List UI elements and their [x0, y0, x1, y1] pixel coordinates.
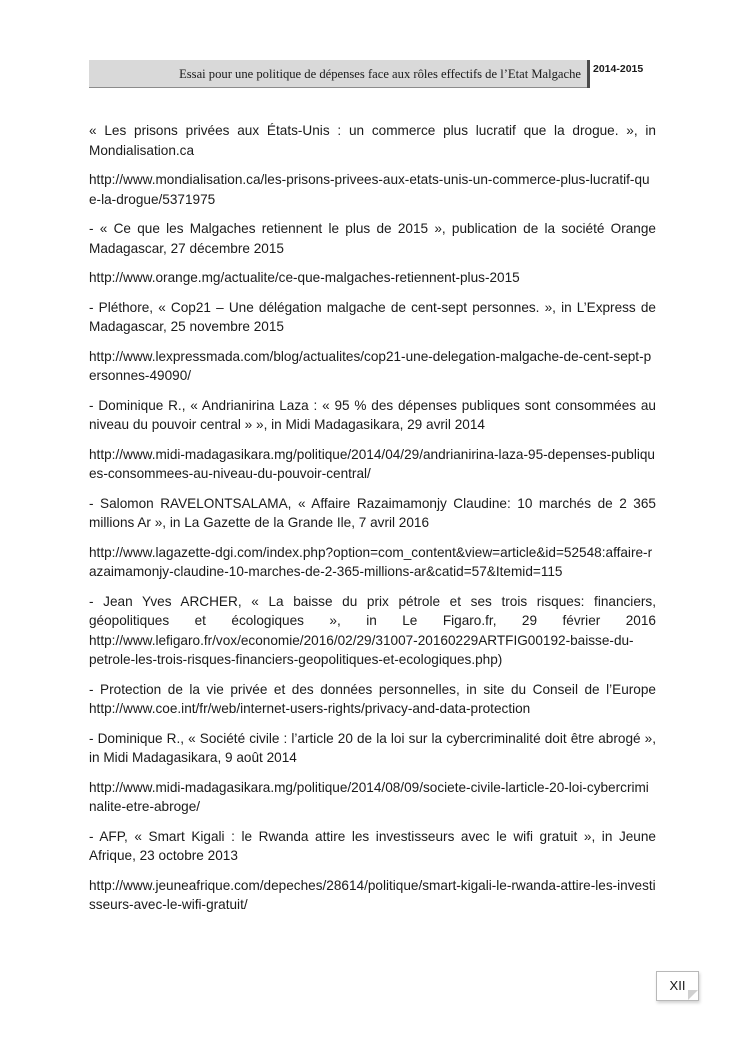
- reference-url[interactable]: http://www.jeuneafrique.com/depeches/28614/politique/smart-kigali-le-rwanda-attire-les-investisseurs-avec-le-wifi-gratuit/: [89, 877, 656, 912]
- reference-entry: - AFP, « Smart Kigali : le Rwanda attire les investisseurs avec le wifi gratuit », in Jeune Afrique, 23 octobre 2013: [89, 828, 656, 863]
- reference-entry: - Dominique R., « Société civile : l’article 20 de la loi sur la cybercriminalité doit être abrogé », in Midi Madagasikara, 9 août 2014: [89, 730, 656, 765]
- header-title: Essai pour une politique de dépenses face aux rôles effectifs de l’Etat Malgache: [89, 60, 587, 88]
- reference-entry: - Dominique R., « Andrianirina Laza : « 95 % des dépenses publiques sont consommées au niveau du pouvoir central » », in Midi Madagasikara, 29 avril 2014: [89, 397, 656, 432]
- reference-url[interactable]: http://www.lexpressmada.com/blog/actualites/cop21-une-delegation-malgache-de-cent-sept-personnes-49090/: [89, 348, 652, 383]
- page-header: [89, 60, 656, 90]
- reference-entry: « Les prisons privées aux États-Unis : un commerce plus lucratif que la drogue. », in Mondialisation.ca: [89, 123, 656, 158]
- page-number: XII: [656, 971, 699, 1001]
- reference-entry: - Salomon RAVELONTSALAMA, « Affaire Razaimamonjy Claudine: 10 marchés de 2 365 millions Ar », in La Gazette de la Grande Ile, 7 avril 2016: [89, 495, 656, 530]
- reference-entry: - Protection de la vie privée et des données personnelles, in site du Conseil de l’Europe http://www.coe.int/fr/web/internet-users-rights/privacy-and-data-protection: [89, 681, 656, 716]
- header-year: 2014-2015: [593, 63, 644, 75]
- reference-entry: - Jean Yves ARCHER, « La baisse du prix pétrole et ses trois risques: financiers, géopolitiques et écologiques », in Le Figaro.fr, 29 février 2016 http://www.lefigaro.fr/vox/economie/2016/02/29/31007-20160229ARTFIG00192-baisse-du-petrole-les-trois-risques-financiers-geopolitiques-et-ecologiques.php): [89, 593, 656, 667]
- reference-url[interactable]: http://www.lagazette-dgi.com/index.php?option=com_content&view=article&id=52548:affaire-razaimamonjy-claudine-10-marches-de-2-365-millions-ar&catid=57&Itemid=115: [89, 544, 653, 579]
- reference-url[interactable]: http://www.mondialisation.ca/les-prisons-privees-aux-etats-unis-un-commerce-plus-lucratif-que-la-drogue/5371975: [89, 172, 650, 207]
- references-list: [89, 121, 656, 925]
- header-separator: [587, 60, 590, 88]
- reference-entry: - Pléthore, « Cop21 – Une délégation malgache de cent-sept personnes. », in L’Express de Madagascar, 25 novembre 2015: [89, 299, 656, 334]
- page-corner-fold: [688, 990, 698, 1000]
- reference-url[interactable]: http://www.midi-madagasikara.mg/politique/2014/08/09/societe-civile-larticle-20-loi-cybercriminalite-etre-abroge/: [89, 779, 649, 814]
- reference-url[interactable]: http://www.midi-madagasikara.mg/politique/2014/04/29/andrianirina-laza-95-depenses-publiques-consommees-au-niveau-du-pouvoir-central/: [89, 446, 655, 481]
- reference-entry: - « Ce que les Malgaches retiennent le plus de 2015 », publication de la société Orange Madagascar, 27 décembre 2015: [89, 221, 656, 256]
- reference-url[interactable]: http://www.orange.mg/actualite/ce-que-malgaches-retiennent-plus-2015: [89, 270, 520, 285]
